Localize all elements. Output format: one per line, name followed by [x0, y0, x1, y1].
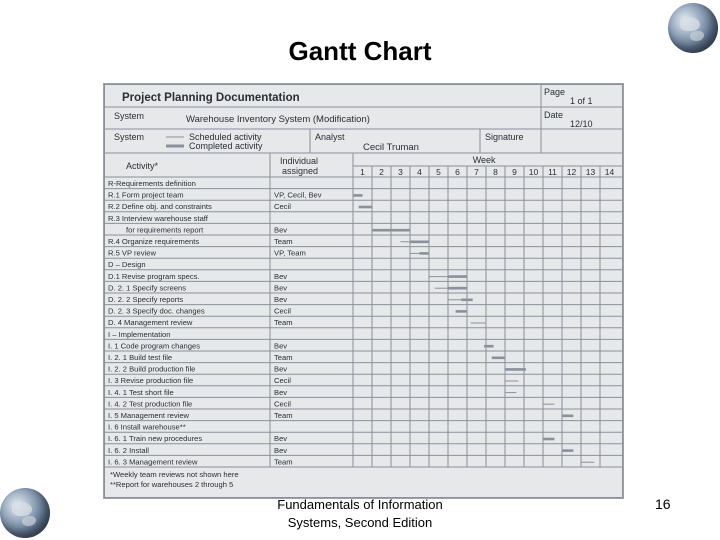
- system-label: System: [114, 111, 145, 121]
- week-number: 8: [493, 167, 498, 177]
- week-number: 12: [566, 167, 577, 177]
- footnote-2: **Report for warehouses 2 through 5: [110, 480, 234, 489]
- date-label: Date: [544, 110, 564, 120]
- project-planning-document: [103, 83, 624, 499]
- assigned-label: Team: [274, 318, 293, 328]
- assigned-label: Bev: [274, 445, 288, 455]
- footnote-1: *Weekly team reviews not shown here: [110, 470, 239, 479]
- week-number: 2: [379, 167, 384, 177]
- assigned-label: Bev: [274, 283, 288, 293]
- activity-label: D. 2. 1 Specify screens: [108, 283, 187, 293]
- footer-line-2: Systems, Second Edition: [287, 515, 433, 530]
- assigned-label: Bev: [274, 271, 288, 281]
- week-number: 4: [417, 167, 422, 177]
- week-number: 1: [360, 167, 365, 177]
- activity-label: D – Design: [108, 260, 146, 270]
- week-number: 9: [512, 167, 517, 177]
- activity-label: R.1 Form project team: [108, 190, 184, 200]
- page-number: 16: [655, 496, 671, 512]
- week-number: 11: [548, 167, 557, 177]
- assigned-label: Bev: [274, 225, 288, 235]
- activity-label: I. 6. 2 Install: [108, 445, 149, 455]
- assigned-header: assigned: [282, 166, 319, 176]
- assigned-label: VP, Cecil, Bev: [274, 190, 322, 200]
- analyst-value: Cecil Truman: [363, 142, 419, 153]
- footer-line-1: Fundamentals of Information: [277, 497, 443, 512]
- assigned-label: Bev: [274, 364, 288, 374]
- assigned-label: Team: [274, 353, 293, 362]
- slide-title: Gantt Chart: [288, 36, 432, 66]
- activity-label: D.1 Revise program specs.: [108, 271, 200, 281]
- week-header: Week: [472, 155, 496, 165]
- globe-icon: [0, 488, 50, 538]
- assigned-label: Team: [274, 457, 293, 467]
- assigned-label: Team: [274, 237, 293, 246]
- activity-label: D. 2. 2 Specify reports: [108, 295, 184, 304]
- assigned-header: Individual: [280, 156, 319, 166]
- week-number: 10: [528, 167, 539, 177]
- activity-header: Activity*: [126, 161, 159, 171]
- legend-system-label: System: [114, 132, 145, 142]
- week-number: 7: [474, 167, 479, 177]
- gantt-document-svg: [104, 84, 623, 498]
- activity-label: R.3 Interview warehouse staff: [108, 213, 208, 223]
- legend-scheduled-label: Scheduled activity: [189, 132, 262, 142]
- assigned-label: Bev: [274, 387, 288, 397]
- page-label: Page: [544, 87, 566, 97]
- signature-label: Signature: [485, 132, 524, 142]
- assigned-label: VP, Team: [274, 248, 306, 258]
- week-number: 6: [455, 167, 460, 177]
- assigned-label: Bev: [274, 434, 288, 444]
- activity-label: I. 2. 1 Build test file: [108, 353, 173, 362]
- activity-label: R-Requirements definition: [108, 179, 196, 188]
- slide-footer: [250, 496, 470, 532]
- activity-label: I – Implementation: [108, 329, 171, 339]
- activity-label: I. 6. 1 Train new procedures: [108, 434, 203, 444]
- activity-label: R.4 Organize requirements: [108, 237, 200, 246]
- assigned-label: Team: [274, 411, 293, 420]
- date-value: 12/10: [570, 119, 593, 129]
- activity-label: I. 5 Management review: [108, 411, 190, 420]
- legend-completed-label: Completed activity: [189, 141, 263, 151]
- analyst-label: Analyst: [315, 132, 345, 142]
- week-number: 14: [604, 167, 615, 177]
- activity-label: D. 4 Management review: [108, 318, 193, 328]
- activity-label: I. 6 Install warehouse**: [108, 422, 186, 432]
- assigned-label: Cecil: [274, 306, 291, 316]
- activity-label: D. 2. 3 Specify doc. changes: [108, 306, 205, 316]
- week-number: 3: [398, 167, 403, 177]
- activity-label: I. 6. 3 Management review: [108, 457, 198, 467]
- page-value: 1 of 1: [570, 96, 593, 106]
- assigned-label: Cecil: [274, 399, 291, 409]
- globe-icon: [668, 3, 718, 53]
- activity-label: R.2 Define obj. and constraints: [108, 202, 212, 212]
- assigned-label: Cecil: [274, 376, 291, 386]
- assigned-label: Cecil: [274, 202, 291, 212]
- week-number: 13: [585, 167, 596, 177]
- assigned-label: Bev: [274, 341, 288, 351]
- activity-label: I. 4. 1 Test short file: [108, 387, 174, 397]
- activity-label: I. 4. 2 Test production file: [108, 399, 193, 409]
- assigned-label: Bev: [274, 295, 288, 304]
- activity-label: I. 2. 2 Build production file: [108, 364, 196, 374]
- activity-label: I. 1 Code program changes: [108, 341, 201, 351]
- activity-label: for requirements report: [126, 225, 204, 235]
- activity-label: I. 3 Revise production file: [108, 376, 194, 386]
- activity-label: R.5 VP review: [108, 248, 156, 258]
- document-heading: Project Planning Documentation: [122, 92, 300, 104]
- week-number: 5: [436, 167, 441, 177]
- system-value: Warehouse Inventory System (Modification): [186, 114, 370, 125]
